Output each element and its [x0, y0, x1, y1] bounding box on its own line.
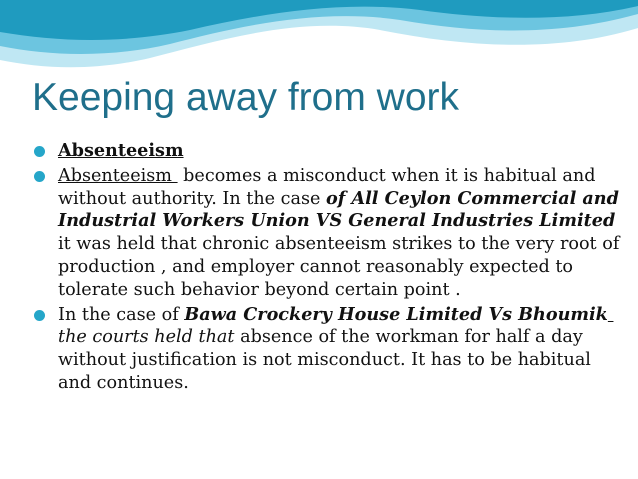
bullet-term: Absenteeism [58, 165, 178, 186]
case-underscore [608, 305, 614, 325]
bullet-text: it was held that chronic absenteeism strikes to the very root of production , and employer cannot reasonably expected to tolerate such behavior beyond certain point . [58, 234, 620, 300]
bullet-list [34, 140, 624, 397]
bullet-heading: Absenteeism [58, 140, 184, 161]
bullet-item-1 [34, 140, 624, 163]
bullet-text: becomes a misconduct when it is habitual and without authority. In the case [58, 165, 596, 209]
bullet-text: absence of the workman for half a day without justification is not misconduct. It has to be habitual and continues. [58, 327, 591, 393]
bullet-dot-icon [34, 171, 45, 182]
bullet-dot-icon [34, 310, 45, 321]
bullet-dot-icon [34, 146, 45, 157]
case-name: Bawa Crockery House Limited Vs Bhoumik [184, 303, 608, 325]
bullet-item-2 [34, 165, 624, 302]
header-wave-decoration [0, 0, 638, 80]
slide-title: Keeping away from work [32, 76, 460, 119]
case-name: of All Ceylon Commercial and Industrial Workers Union VS General Industries Limited [58, 187, 619, 232]
bullet-italic-text: the courts held that [58, 327, 235, 348]
bullet-text: In the case of [58, 304, 185, 325]
bullet-item-3 [34, 304, 624, 395]
